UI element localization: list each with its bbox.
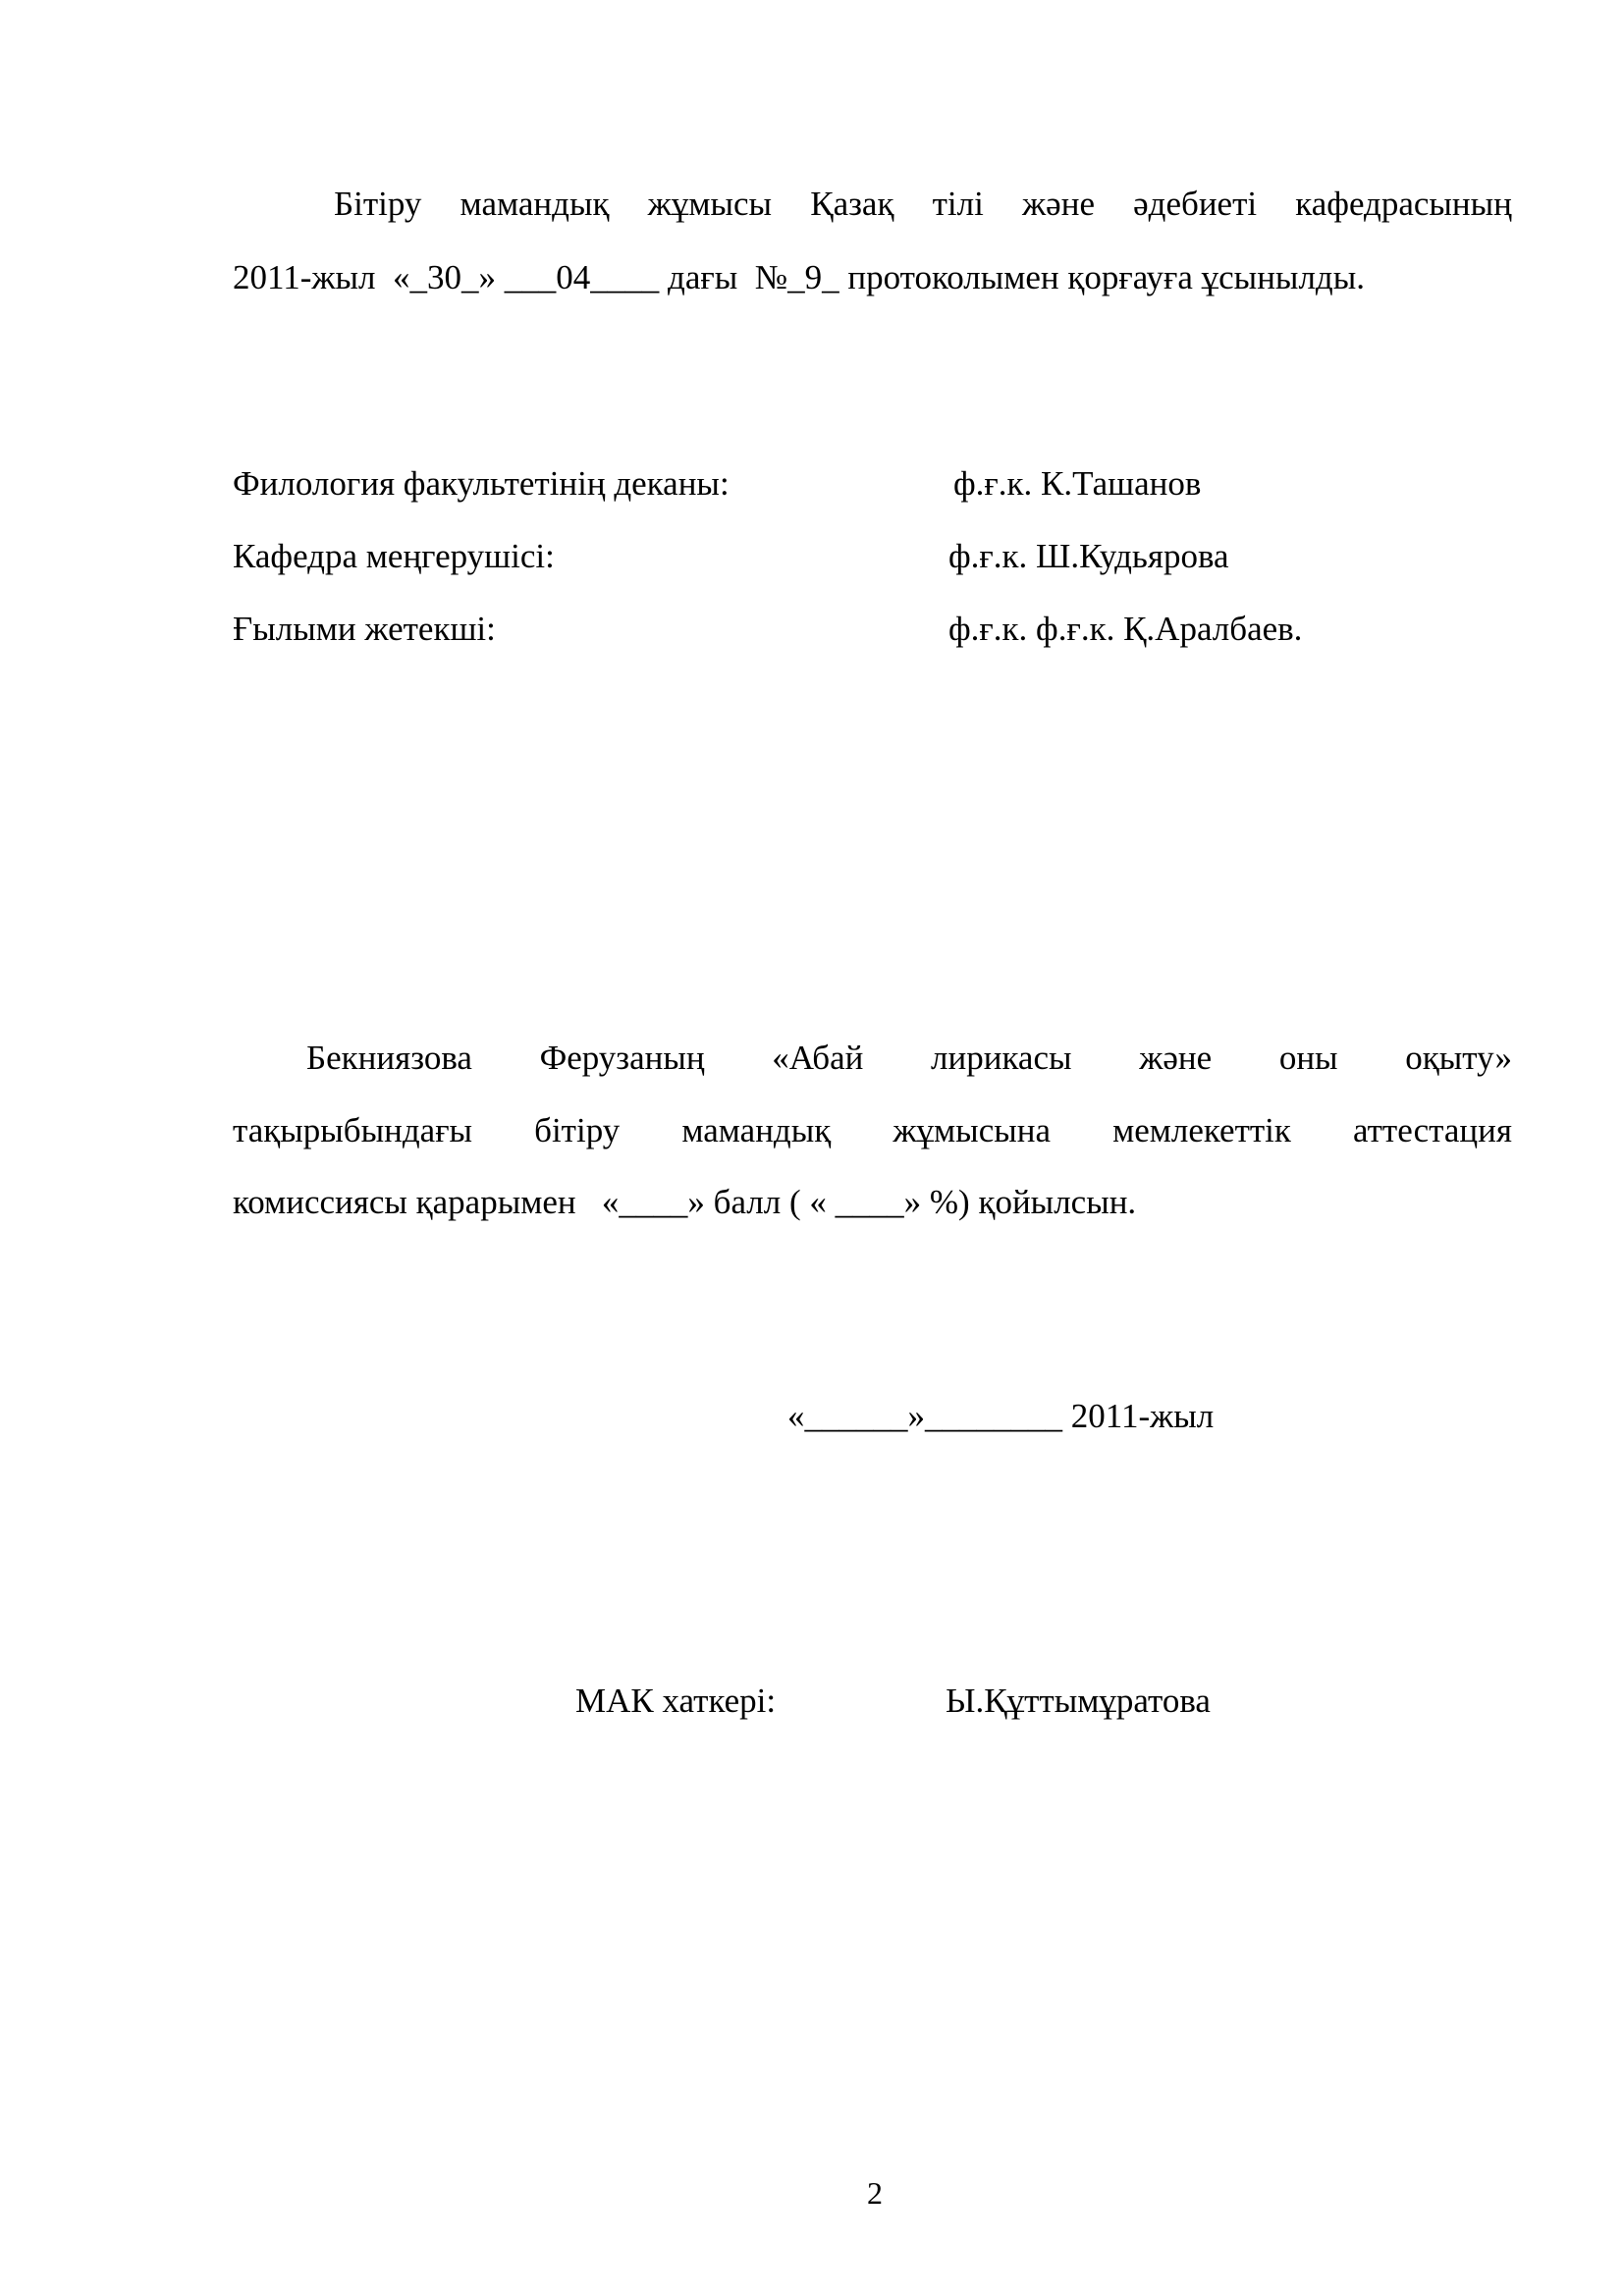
word: тілі xyxy=(932,185,984,223)
word: Қазақ xyxy=(810,185,894,223)
signature-name-dean: ф.ғ.к. К.Ташанов xyxy=(953,464,1202,503)
word: лирикасы xyxy=(931,1039,1072,1077)
paragraph2-line2 xyxy=(233,1113,1512,1148)
signature-role-dean: Филология факультетінің деканы: xyxy=(233,464,730,503)
word: және xyxy=(1139,1039,1213,1077)
word: және xyxy=(1022,185,1095,223)
signature-role-head: Кафедра меңгерушісі: xyxy=(233,537,555,575)
word: аттестация xyxy=(1353,1111,1512,1149)
date-line: «______»________ 2011-жыл xyxy=(787,1397,1215,1435)
signature-name-head: ф.ғ.к. Ш.Кудьярова xyxy=(948,537,1229,575)
word: тақырыбындағы xyxy=(233,1111,473,1149)
word: Бітіру xyxy=(334,185,422,223)
page-number: 2 xyxy=(867,2175,883,2211)
paragraph2-line3: комиссиясы қарарымен «____» балл ( « ____» %) қойылсын. xyxy=(233,1183,1137,1221)
word: мемлекеттік xyxy=(1112,1111,1291,1149)
word: Ферузаның xyxy=(539,1039,705,1077)
word: кафедрасының xyxy=(1295,185,1512,223)
signature-role-supervisor: Ғылыми жетекші: xyxy=(233,610,496,648)
word: әдебиеті xyxy=(1133,185,1258,223)
word: мамандық xyxy=(460,185,610,223)
word: «Абай xyxy=(772,1039,864,1077)
word: жұмысына xyxy=(893,1111,1052,1149)
word: Бекниязова xyxy=(306,1039,472,1077)
word: оқыту» xyxy=(1405,1039,1512,1077)
word: бітіру xyxy=(534,1111,621,1149)
secretary-role: МАК хаткері: xyxy=(575,1682,777,1720)
word: мамандық xyxy=(681,1111,832,1149)
paragraph1-line2: 2011-жыл «_30_» ___04____ дағы №_9_ протоколымен қорғауға ұсынылды. xyxy=(233,258,1365,296)
secretary-name: Ы.Құттымұратова xyxy=(946,1682,1211,1720)
word: оны xyxy=(1278,1039,1338,1077)
paragraph1-line1 xyxy=(334,187,1512,221)
paragraph2-line1 xyxy=(306,1041,1512,1075)
signature-name-supervisor: ф.ғ.к. ф.ғ.к. Қ.Аралбаев. xyxy=(948,610,1303,648)
word: жұмысы xyxy=(647,185,773,223)
